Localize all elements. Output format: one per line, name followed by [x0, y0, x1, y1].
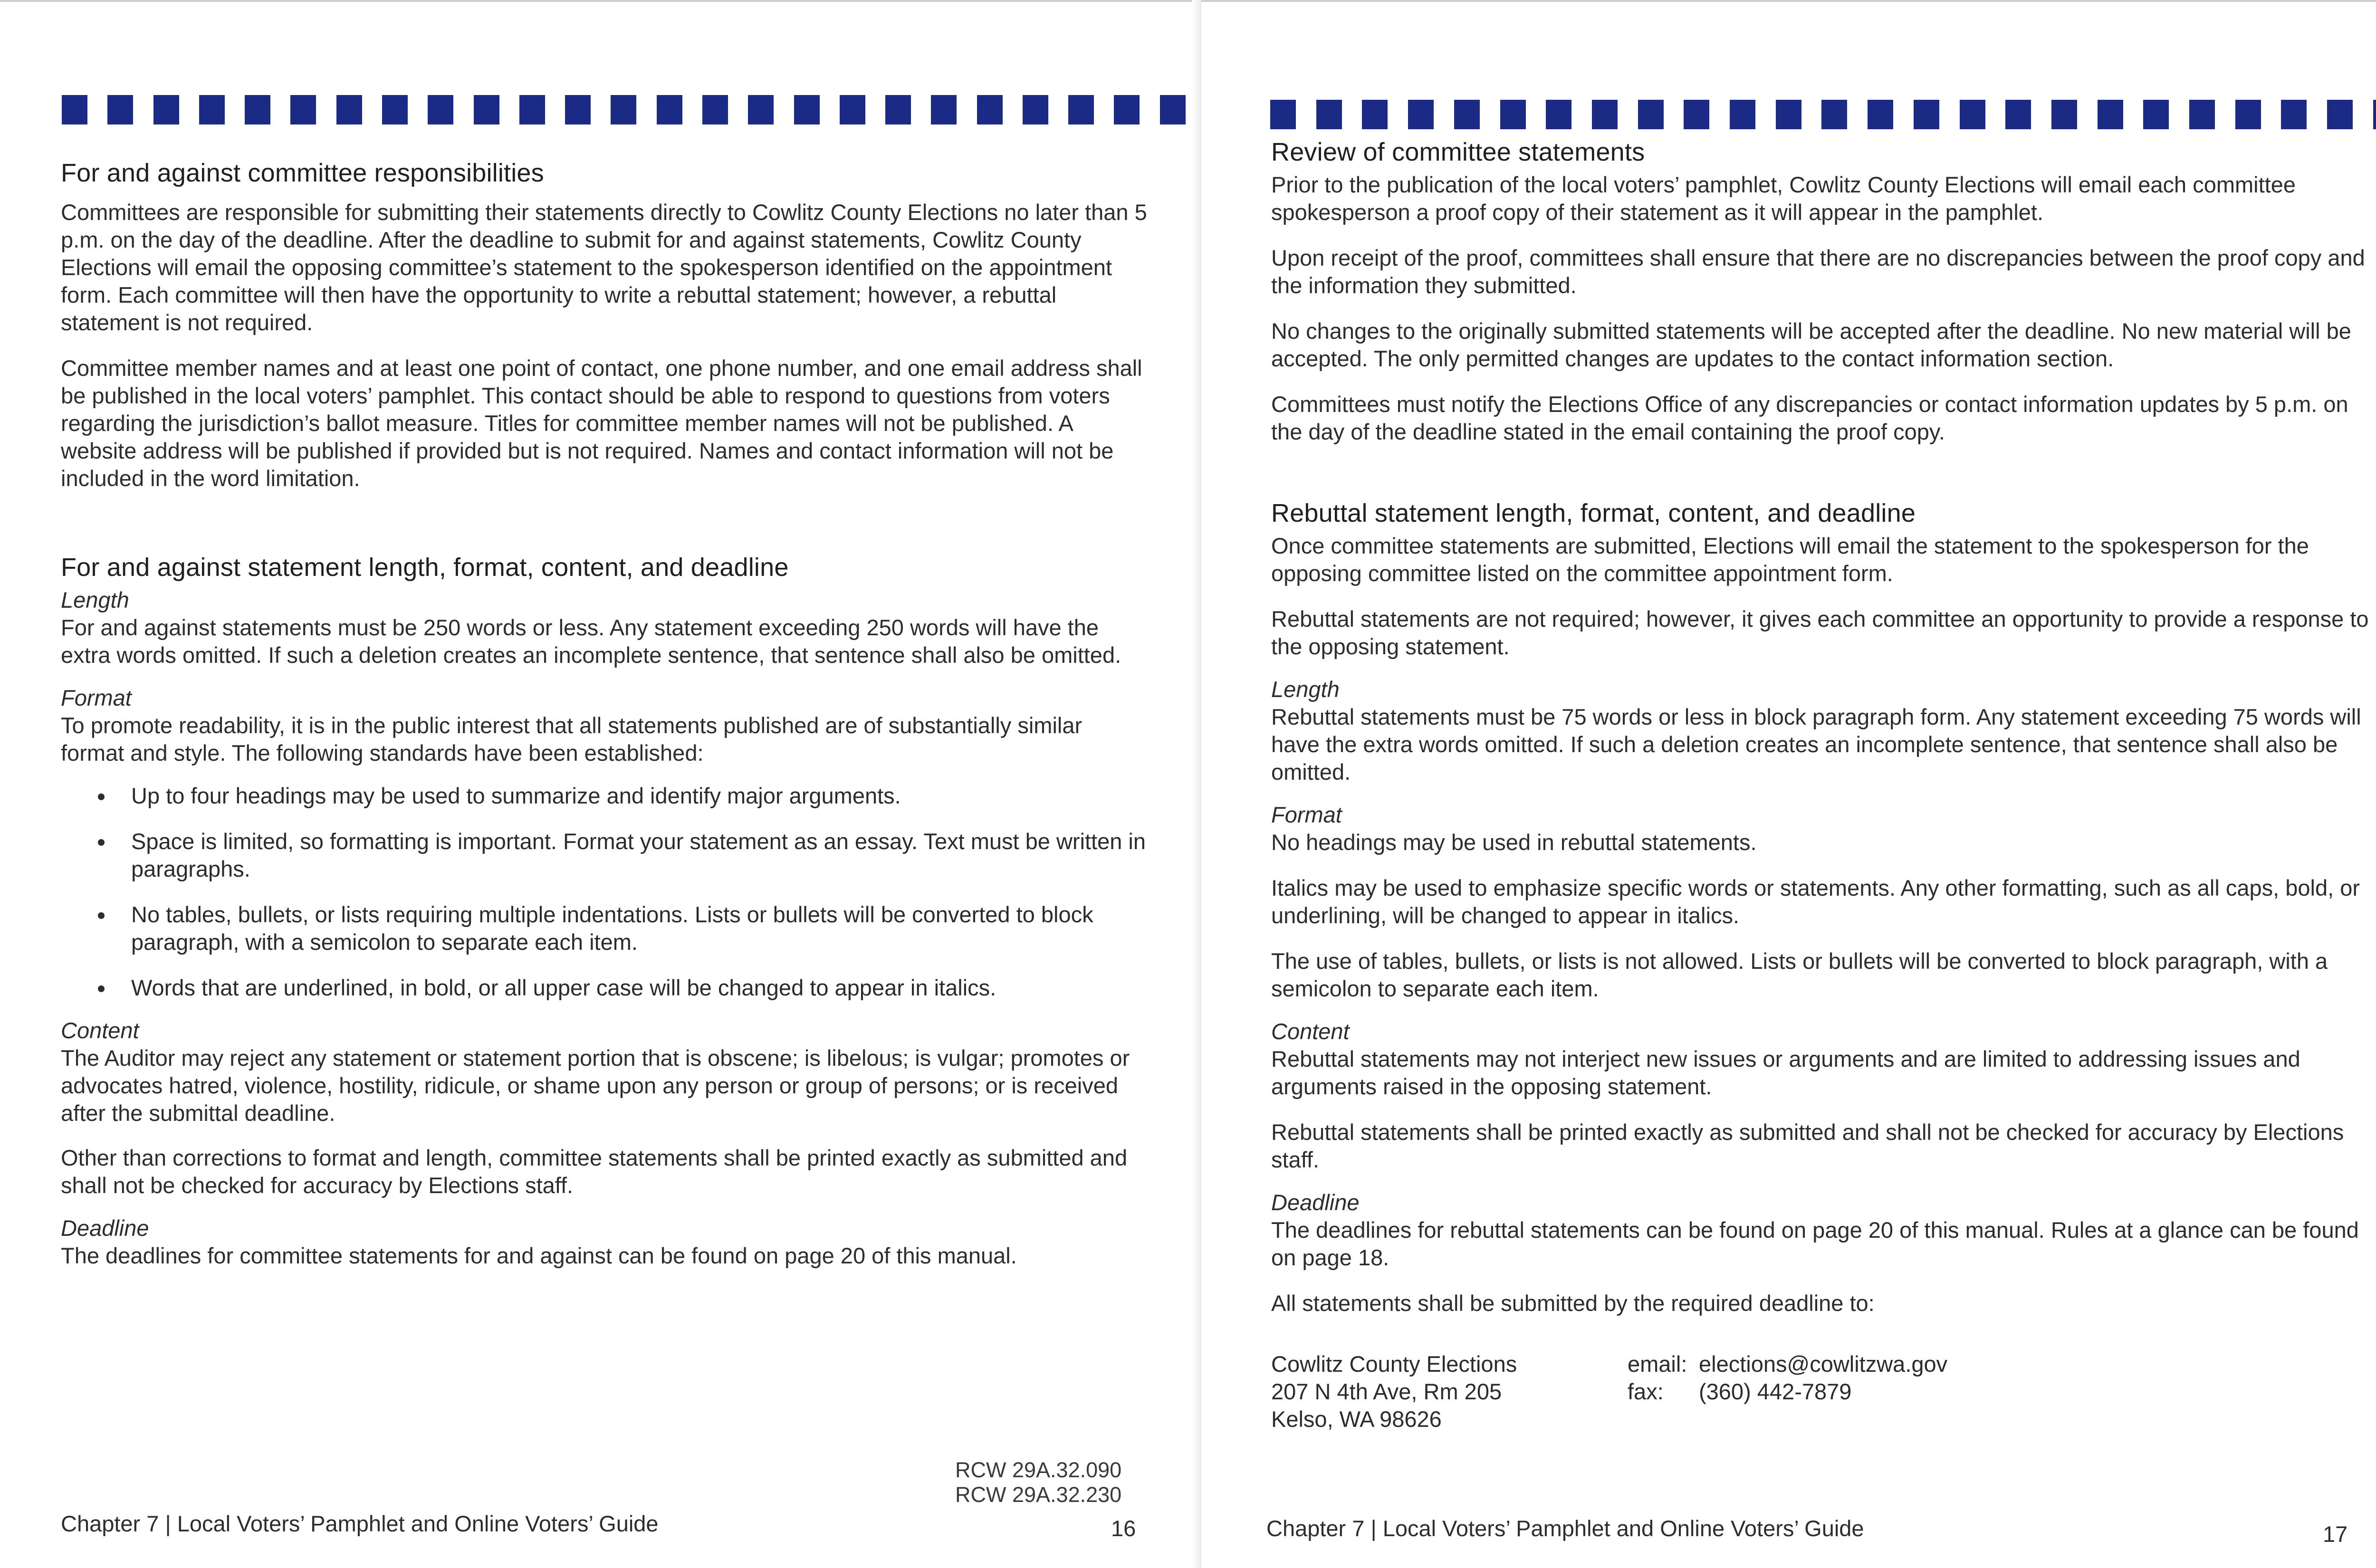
email-address[interactable]: elections@cowlitzwa.gov — [1699, 1351, 1948, 1377]
paragraph: Upon receipt of the proof, committees shall ensure that there are no discrepancies between the proof copy and the information they submitted. — [1271, 245, 2365, 298]
band-square — [2051, 100, 2077, 129]
submit-instruction: All statements shall be submitted by the required deadline to: — [1271, 1291, 1875, 1316]
band-square — [1592, 100, 1618, 129]
review-section — [1271, 135, 2376, 446]
band-square — [2189, 100, 2215, 129]
band-square — [1160, 95, 1186, 124]
band-square — [107, 95, 133, 124]
paragraph: Rebuttal statements are not required; however, it gives each committee an opportunity to provide a response to the opposing statement. — [1271, 606, 2369, 659]
band-square — [2143, 100, 2169, 129]
header-square-band — [1270, 100, 2376, 129]
paragraph: Prior to the publication of the local voters’ pamphlet, Cowlitz County Elections will email each committee spokesperson a proof copy of their statement as it will appear in the pamphlet. — [1271, 172, 2296, 225]
band-square — [931, 95, 957, 124]
page-number: 17 — [2323, 1521, 2348, 1547]
mailing-address — [1271, 1350, 1628, 1433]
band-square — [1638, 100, 1664, 129]
band-square — [1362, 100, 1388, 129]
address-line: Kelso, WA 98626 — [1271, 1406, 1442, 1432]
paragraph: Committee member names and at least one point of contact, one phone number, and one email address shall be published in the local voters’ pamphlet. This contact should be able to respond to questions from voters regarding the jurisdiction’s ballot measure. Titles for committee member names will not be published. A website address will be published if provided but is not required. Names and contact information will not be included in the word limitation. — [61, 355, 1142, 491]
email-line — [1628, 1350, 1947, 1378]
format-text: No headings may be used in rebuttal statements. — [1271, 830, 1757, 855]
paragraph: Committees are responsible for submitting their statements directly to Cowlitz County Elections no later than 5 p.m. on the day of the deadline. After the deadline to submit for and against statements, Cowlitz County Elections will email the opposing committee’s statement to the spokesperson identified on the appointment form. Each committee will then have the opportunity to write a rebuttal statement; however, a rebuttal statement is not required. — [61, 200, 1147, 335]
committee-responsibilities-section — [61, 156, 1149, 492]
band-square — [290, 95, 316, 124]
band-square — [1546, 100, 1571, 129]
band-square — [1454, 100, 1480, 129]
band-square — [2235, 100, 2261, 129]
list-item — [61, 782, 1149, 810]
length-subheading: Length — [1271, 677, 1340, 702]
band-square — [1068, 95, 1094, 124]
band-square — [1114, 95, 1140, 124]
band-square — [1270, 100, 1296, 129]
deadline-text: The deadlines for rebuttal statements can be found on page 20 of this manual. Rules at a glance can be found on page 18. — [1271, 1217, 2359, 1270]
list-item-text: Space is limited, so formatting is important. Format your statement as an essay. Text must be written in paragraphs. — [131, 829, 1146, 881]
section-heading: Rebuttal statement length, format, content, and deadline — [1271, 499, 1916, 527]
section-heading: For and against committee responsibilities — [61, 159, 544, 187]
format-text: Italics may be used to emphasize specific words or statements. Any other formatting, such as all caps, bold, or underlining, will be changed to appear in italics. — [1271, 875, 2360, 928]
band-square — [1730, 100, 1755, 129]
content-subheading: Content — [1271, 1019, 1350, 1044]
right-page — [1201, 0, 2376, 1568]
format-text: The use of tables, bullets, or lists is not allowed. Lists or bullets will be converted to block paragraph, with a semicolon to separate each item. — [1271, 948, 2328, 1001]
band-square — [428, 95, 453, 124]
contact-block — [1271, 1350, 2376, 1433]
band-square — [2098, 100, 2123, 129]
format-text: To promote readability, it is in the public interest that all statements published are of substantially similar format and style. The following standards have been established: — [61, 713, 1083, 765]
band-square — [702, 95, 728, 124]
rcw-line: RCW 29A.32.230 — [955, 1482, 1122, 1507]
page-number: 16 — [1111, 1516, 1136, 1541]
band-square — [1914, 100, 1939, 129]
band-square — [748, 95, 774, 124]
band-square — [657, 95, 682, 124]
band-square — [199, 95, 225, 124]
band-square — [1868, 100, 1893, 129]
band-square — [382, 95, 408, 124]
band-square — [2373, 100, 2376, 129]
rcw-line: RCW 29A.32.090 — [955, 1458, 1122, 1482]
band-square — [885, 95, 911, 124]
band-square — [2327, 100, 2353, 129]
bullet-icon — [98, 839, 105, 846]
length-text: Rebuttal statements must be 75 words or less in block paragraph form. Any statement exceeding 75 words will have the extra words omitted. If such a deletion creates an incomplete sentence, that sentence shall also be omitted. — [1271, 704, 2361, 784]
list-item-text: Up to four headings may be used to summarize and identify major arguments. — [131, 783, 901, 808]
address-line: Cowlitz County Elections — [1271, 1351, 1517, 1377]
content-text: Other than corrections to format and length, committee statements shall be printed exactly as submitted and shall not be checked for accuracy by Elections staff. — [61, 1145, 1128, 1198]
band-square — [1776, 100, 1801, 129]
deadline-subheading: Deadline — [61, 1215, 149, 1241]
header-square-band — [62, 95, 1186, 124]
footer-chapter-title: Chapter 7 | Local Voters’ Pamphlet and Online Voters’ Guide — [1266, 1516, 1864, 1541]
format-rules-list — [61, 782, 1149, 1002]
content-text: Rebuttal statements shall be printed exactly as submitted and shall not be checked for accuracy by Elections staff. — [1271, 1119, 2344, 1172]
fax-number: (360) 442-7879 — [1699, 1379, 1852, 1404]
band-square — [1960, 100, 1985, 129]
email-label: email: — [1628, 1351, 1687, 1377]
contact-details — [1628, 1350, 1947, 1433]
band-square — [474, 95, 499, 124]
list-item-text: Words that are underlined, in bold, or all upper case will be changed to appear in italics. — [131, 975, 996, 1000]
band-square — [336, 95, 362, 124]
list-item — [61, 828, 1149, 883]
section-heading: For and against statement length, format, content, and deadline — [61, 553, 789, 582]
format-subheading: Format — [1271, 802, 1342, 827]
band-square — [840, 95, 865, 124]
address-line: 207 N 4th Ave, Rm 205 — [1271, 1379, 1502, 1404]
footer-chapter-title: Chapter 7 | Local Voters’ Pamphlet and Online Voters’ Guide — [61, 1511, 659, 1536]
band-square — [794, 95, 820, 124]
bullet-icon — [98, 985, 105, 992]
length-text: For and against statements must be 250 words or less. Any statement exceeding 250 words will have the extra words omitted. If such a deletion creates an incomplete sentence, that sentence shall also be omitted. — [61, 615, 1121, 668]
length-subheading: Length — [61, 587, 129, 612]
fax-label: fax: — [1628, 1379, 1664, 1404]
paragraph: Once committee statements are submitted, Elections will email the statement to the spokesperson for the opposing committee listed on the committee appointment form. — [1271, 533, 2309, 586]
band-square — [1408, 100, 1434, 129]
bullet-icon — [98, 912, 105, 919]
list-item — [61, 974, 1149, 1002]
page-edge — [0, 0, 1201, 2]
band-square — [1684, 100, 1709, 129]
band-square — [519, 95, 545, 124]
content-subheading: Content — [61, 1018, 139, 1043]
rebuttal-section — [1271, 496, 2376, 1433]
paragraph: Committees must notify the Elections Office of any discrepancies or contact information updates by 5 p.m. on the day of the deadline stated in the email containing the proof copy. — [1271, 392, 2348, 444]
band-square — [62, 95, 87, 124]
list-item-text: No tables, bullets, or lists requiring multiple indentations. Lists or bullets will be converted to block paragraph, with a semicolon to separate each item. — [131, 902, 1093, 955]
band-square — [565, 95, 591, 124]
band-square — [1821, 100, 1847, 129]
band-square — [153, 95, 179, 124]
content-text: Rebuttal statements may not interject new issues or arguments and are limited to addressing issues and arguments raised in the opposing statement. — [1271, 1046, 2300, 1099]
format-subheading: Format — [61, 685, 132, 710]
band-square — [1500, 100, 1526, 129]
band-square — [611, 95, 636, 124]
bullet-icon — [98, 794, 105, 800]
fax-line — [1628, 1378, 1947, 1405]
page-edge — [1201, 0, 2376, 2]
deadline-text: The deadlines for committee statements for and against can be found on page 20 of this manual. — [61, 1243, 1017, 1268]
band-square — [2281, 100, 2307, 129]
list-item — [61, 901, 1149, 956]
band-square — [245, 95, 270, 124]
band-square — [2005, 100, 2031, 129]
paragraph: No changes to the originally submitted statements will be accepted after the deadline. No new material will be accepted. The only permitted changes are updates to the contact information section. — [1271, 318, 2351, 371]
band-square — [1316, 100, 1342, 129]
band-square — [977, 95, 1003, 124]
content-text: The Auditor may reject any statement or statement portion that is obscene; is libelous; is vulgar; promotes or advocates hatred, violence, hostility, ridicule, or shame upon any person or group of persons; or is received after the submittal deadline. — [61, 1045, 1130, 1126]
section-heading: Review of committee statements — [1271, 138, 1645, 166]
band-square — [1023, 95, 1048, 124]
deadline-subheading: Deadline — [1271, 1190, 1360, 1215]
statement-length-section — [61, 550, 1149, 1270]
rcw-citation — [955, 1458, 1121, 1507]
